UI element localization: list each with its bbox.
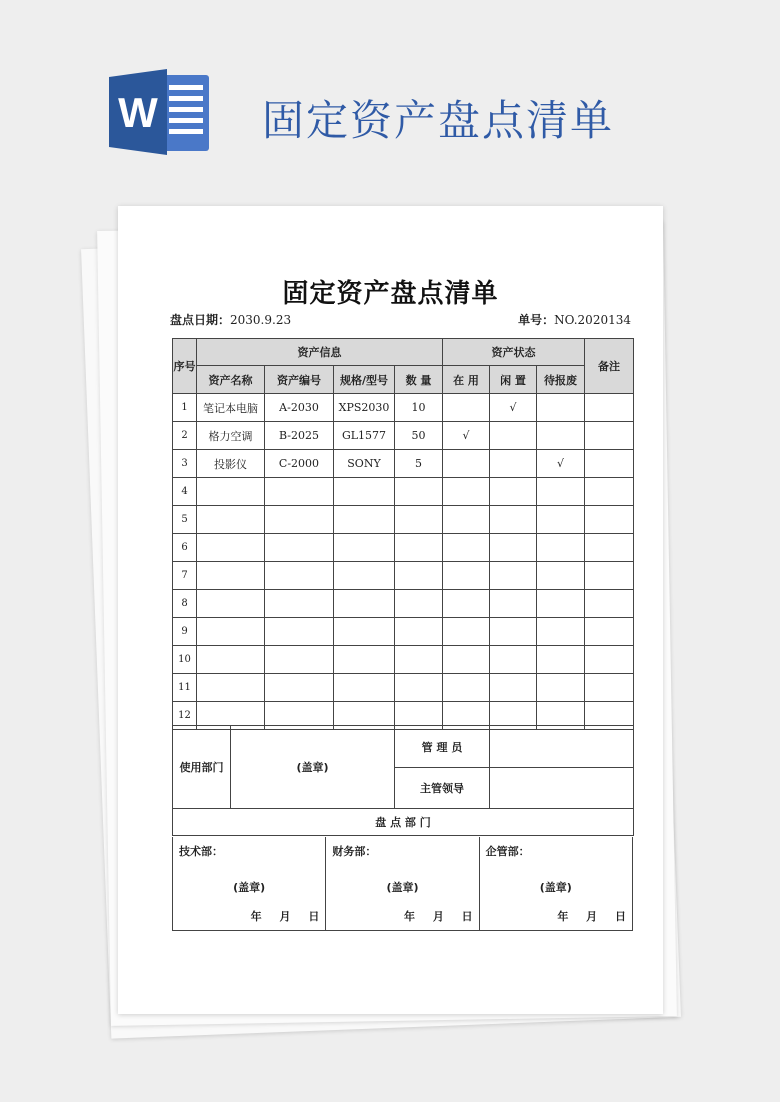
- table-row: [173, 618, 634, 646]
- document-title: 固定资产盘点清单: [282, 279, 499, 309]
- cell-asset-name: [197, 674, 265, 702]
- dept-seal: (盖章): [539, 881, 572, 894]
- cell-seq: 5: [173, 506, 197, 534]
- cell-asset-code: [265, 478, 334, 506]
- cell-asset-code: [265, 674, 334, 702]
- cell-idle: [490, 534, 537, 562]
- cell-asset-code: C-2000: [265, 450, 334, 478]
- signoff-table: [172, 725, 634, 836]
- cell-model: [334, 646, 395, 674]
- cell-seq: 6: [173, 534, 197, 562]
- cell-quantity: [395, 562, 443, 590]
- cell-asset-name: [197, 506, 265, 534]
- cell-asset-code: [265, 562, 334, 590]
- cell-model: [334, 506, 395, 534]
- department-signoffs: [172, 837, 633, 931]
- cell-scrap: [537, 422, 585, 450]
- cell-quantity: [395, 534, 443, 562]
- inventory-dept-label: 盘 点 部 门: [173, 809, 634, 836]
- document-number: [518, 311, 631, 328]
- dept-name: 财务部：: [332, 845, 377, 858]
- cell-asset-code: [265, 590, 334, 618]
- cell-asset-code: A-2030: [265, 394, 334, 422]
- cell-remark: [585, 534, 634, 562]
- cell-asset-code: [265, 618, 334, 646]
- cell-model: [334, 674, 395, 702]
- dept-date: 年 月 日: [403, 910, 473, 923]
- cell-in-use: [443, 562, 490, 590]
- cell-seq: 8: [173, 590, 197, 618]
- dept-management: [480, 837, 632, 930]
- cell-idle: [490, 674, 537, 702]
- cell-quantity: [395, 674, 443, 702]
- cell-idle: [490, 590, 537, 618]
- cell-quantity: 5: [395, 450, 443, 478]
- manager-signature[interactable]: [490, 726, 634, 768]
- cell-asset-name: 格力空调: [197, 422, 265, 450]
- cell-remark: [585, 394, 634, 422]
- dept-date: 年 月 日: [557, 910, 626, 923]
- table-row: [173, 562, 634, 590]
- cell-asset-name: [197, 534, 265, 562]
- table-row: [173, 394, 634, 422]
- inventory-date: [170, 311, 291, 328]
- cell-idle: [490, 562, 537, 590]
- cell-asset-name: [197, 478, 265, 506]
- cell-model: [334, 534, 395, 562]
- seq-header: 序号: [173, 339, 197, 394]
- manager-label: 管 理 员: [395, 726, 490, 768]
- asset-table: [172, 338, 634, 730]
- table-row: [173, 674, 634, 702]
- cell-idle: [490, 450, 537, 478]
- supervisor-signature[interactable]: [490, 768, 634, 809]
- cell-in-use: [443, 534, 490, 562]
- cell-model: [334, 618, 395, 646]
- cell-scrap: √: [537, 450, 585, 478]
- cell-scrap: [537, 674, 585, 702]
- cell-in-use: [443, 674, 490, 702]
- cell-remark: [585, 618, 634, 646]
- remarks-header: 备注: [585, 339, 634, 394]
- cell-model: SONY: [334, 450, 395, 478]
- col-scrap: 待报废: [537, 366, 585, 394]
- table-row: [173, 450, 634, 478]
- cell-remark: [585, 422, 634, 450]
- word-icon-letter: W: [118, 89, 158, 136]
- cell-scrap: [537, 590, 585, 618]
- cell-idle: [490, 506, 537, 534]
- cell-asset-name: [197, 646, 265, 674]
- cell-scrap: [537, 394, 585, 422]
- cell-in-use: [443, 646, 490, 674]
- cell-asset-name: [197, 590, 265, 618]
- cell-asset-code: B-2025: [265, 422, 334, 450]
- cell-quantity: [395, 478, 443, 506]
- cell-remark: [585, 506, 634, 534]
- document-page: [118, 206, 663, 1014]
- asset-status-header: 资产状态: [443, 339, 585, 366]
- cell-asset-code: [265, 506, 334, 534]
- asset-info-header: 资产信息: [197, 339, 443, 366]
- cell-quantity: 10: [395, 394, 443, 422]
- table-row: [173, 506, 634, 534]
- cell-scrap: [537, 478, 585, 506]
- dept-tech: [173, 837, 326, 930]
- cell-quantity: [395, 590, 443, 618]
- cell-in-use: [443, 590, 490, 618]
- cell-scrap: [537, 506, 585, 534]
- cell-seq: 12: [173, 702, 197, 730]
- cell-asset-code: [265, 646, 334, 674]
- cell-remark: [585, 450, 634, 478]
- cell-remark: [585, 590, 634, 618]
- supervisor-label: 主管领导: [395, 768, 490, 809]
- cell-model: [334, 562, 395, 590]
- cell-model: XPS2030: [334, 394, 395, 422]
- cell-in-use: [443, 478, 490, 506]
- cell-model: GL1577: [334, 422, 395, 450]
- cell-asset-name: [197, 618, 265, 646]
- cell-in-use: [443, 506, 490, 534]
- table-row: [173, 534, 634, 562]
- dept-finance: [326, 837, 479, 930]
- cell-idle: [490, 618, 537, 646]
- cell-scrap: [537, 646, 585, 674]
- inventory-date-label: 盘点日期：: [170, 313, 231, 327]
- col-quantity: 数 量: [395, 366, 443, 394]
- document-number-value: NO.2020134: [554, 313, 631, 327]
- table-row: [173, 590, 634, 618]
- cell-idle: [490, 422, 537, 450]
- table-row: [173, 422, 634, 450]
- cell-scrap: [537, 534, 585, 562]
- dept-name: 企管部：: [485, 845, 530, 858]
- col-idle: 闲 置: [490, 366, 537, 394]
- cell-in-use: √: [443, 422, 490, 450]
- cell-seq: 10: [173, 646, 197, 674]
- using-dept-seal: (盖章): [231, 726, 395, 809]
- cell-quantity: [395, 618, 443, 646]
- dept-date: 年 月 日: [250, 910, 320, 923]
- word-document-icon: [109, 69, 209, 155]
- cell-model: [334, 590, 395, 618]
- banner-title: 固定资产盘点清单: [262, 96, 615, 145]
- cell-in-use: [443, 450, 490, 478]
- cell-seq: 2: [173, 422, 197, 450]
- cell-idle: √: [490, 394, 537, 422]
- dept-name: 技术部：: [179, 845, 223, 858]
- cell-remark: [585, 674, 634, 702]
- using-dept-label: 使用部门: [173, 726, 231, 809]
- cell-asset-name: 投影仪: [197, 450, 265, 478]
- cell-remark: [585, 562, 634, 590]
- cell-seq: 4: [173, 478, 197, 506]
- cell-asset-name: [197, 562, 265, 590]
- cell-seq: 9: [173, 618, 197, 646]
- cell-quantity: [395, 506, 443, 534]
- cell-asset-name: 笔记本电脑: [197, 394, 265, 422]
- cell-in-use: [443, 394, 490, 422]
- cell-scrap: [537, 562, 585, 590]
- cell-scrap: [537, 618, 585, 646]
- cell-seq: 11: [173, 674, 197, 702]
- col-in-use: 在 用: [443, 366, 490, 394]
- cell-seq: 7: [173, 562, 197, 590]
- cell-seq: 1: [173, 394, 197, 422]
- col-asset-name: 资产名称: [197, 366, 265, 394]
- cell-in-use: [443, 618, 490, 646]
- dept-seal: (盖章): [233, 881, 266, 894]
- cell-remark: [585, 478, 634, 506]
- cell-quantity: 50: [395, 422, 443, 450]
- col-model: 规格/型号: [334, 366, 395, 394]
- cell-asset-code: [265, 534, 334, 562]
- table-row: [173, 478, 634, 506]
- document-number-label: 单号：: [518, 313, 555, 327]
- cell-idle: [490, 478, 537, 506]
- inventory-date-value: 2030.9.23: [230, 313, 292, 327]
- cell-idle: [490, 646, 537, 674]
- cell-model: [334, 478, 395, 506]
- dept-seal: (盖章): [386, 881, 419, 894]
- table-row: [173, 646, 634, 674]
- cell-remark: [585, 646, 634, 674]
- cell-seq: 3: [173, 450, 197, 478]
- cell-quantity: [395, 646, 443, 674]
- col-asset-code: 资产编号: [265, 366, 334, 394]
